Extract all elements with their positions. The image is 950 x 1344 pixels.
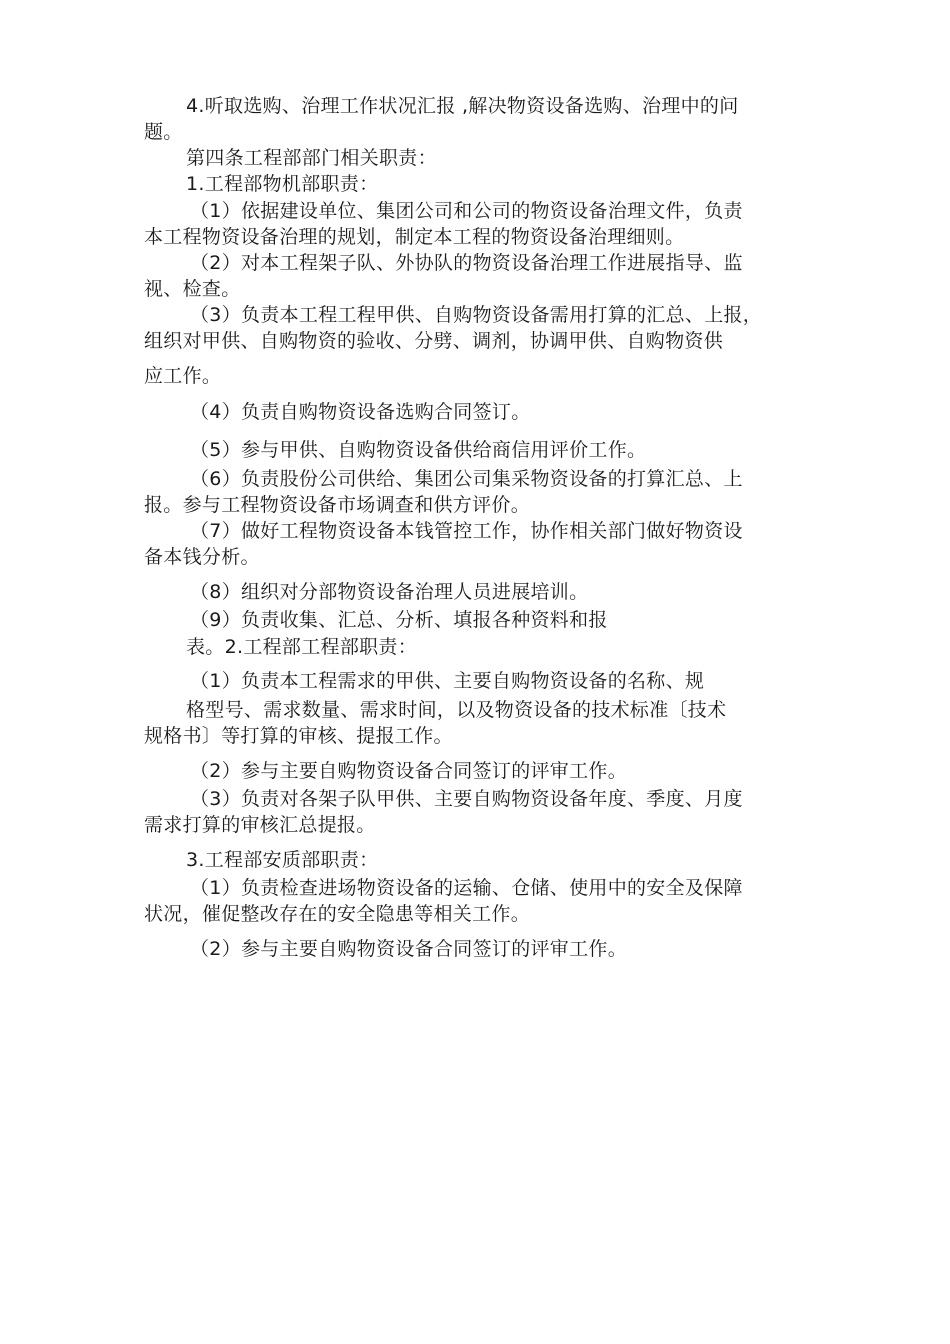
text-line: 报。参与工程物资设备市场调查和供方评价。 — [144, 494, 531, 516]
text-line: 本工程物资设备治理的规划，制定本工程的物资设备治理细则。 — [144, 226, 685, 248]
text-line: （2）参与主要自购物资设备合同签订的评审工作。 — [190, 938, 627, 960]
text-line: （4）负责自购物资设备选购合同签订。 — [190, 401, 531, 423]
text-line: 规格书〕等打算的审核、提报工作。 — [144, 725, 453, 747]
text-line: 组织对甲供、自购物资的验收、分劈、调剂，协调甲供、自购物资供 — [144, 330, 724, 352]
text-line: （5）参与甲供、自购物资设备供给商信用评价工作。 — [190, 439, 647, 461]
text-line: 第四条工程部部门相关职责： — [186, 147, 437, 169]
text-line: （7）做好工程物资设备本钱管控工作，协作相关部门做好物资设 — [190, 520, 743, 542]
text-line: （3）负责对各架子队甲供、主要自购物资设备年度、季度、月度 — [190, 788, 743, 810]
text-line: （8）组织对分部物资设备治理人员进展培训。 — [190, 581, 589, 603]
text-line: 备本钱分析。 — [144, 546, 260, 568]
text-line: 1.工程部物机部职责： — [186, 173, 379, 195]
text-line: （6）负责股份公司供给、集团公司集采物资设备的打算汇总、上 — [190, 468, 743, 490]
text-line: 状况，催促整改存在的安全隐患等相关工作。 — [144, 903, 531, 925]
text-line: （2）参与主要自购物资设备合同签订的评审工作。 — [190, 760, 627, 782]
text-line: 4.听取选购、治理工作状况汇报 ,解决物资设备选购、治理中的问 — [186, 95, 739, 117]
text-line: 格型号、需求数量、需求时间，以及物资设备的技术标准〔技术 — [186, 699, 727, 721]
text-line: （9）负责收集、汇总、分析、填报各种资料和报 — [190, 609, 608, 631]
text-line: 视、检查。 — [144, 278, 241, 300]
text-line: （1）依据建设单位、集团公司和公司的物资设备治理文件，负责 — [190, 200, 743, 222]
text-line: （1）负责检查进场物资设备的运输、仓储、使用中的安全及保障 — [190, 877, 743, 899]
text-line: （1）负责本工程需求的甲供、主要自购物资设备的名称、规 — [190, 670, 705, 692]
text-line: （3）负责本工程工程甲供、自购物资设备需用打算的汇总、上报， — [190, 304, 763, 326]
text-line: 题。 — [144, 121, 183, 143]
text-line: （2）对本工程架子队、外协队的物资设备治理工作进展指导、监 — [190, 252, 743, 274]
text-line: 需求打算的审核汇总提报。 — [144, 814, 376, 836]
text-line: 应工作。 — [144, 365, 222, 387]
text-line: 表。2.工程部工程部职责： — [186, 636, 418, 658]
text-line: 3.工程部安质部职责： — [186, 849, 379, 871]
